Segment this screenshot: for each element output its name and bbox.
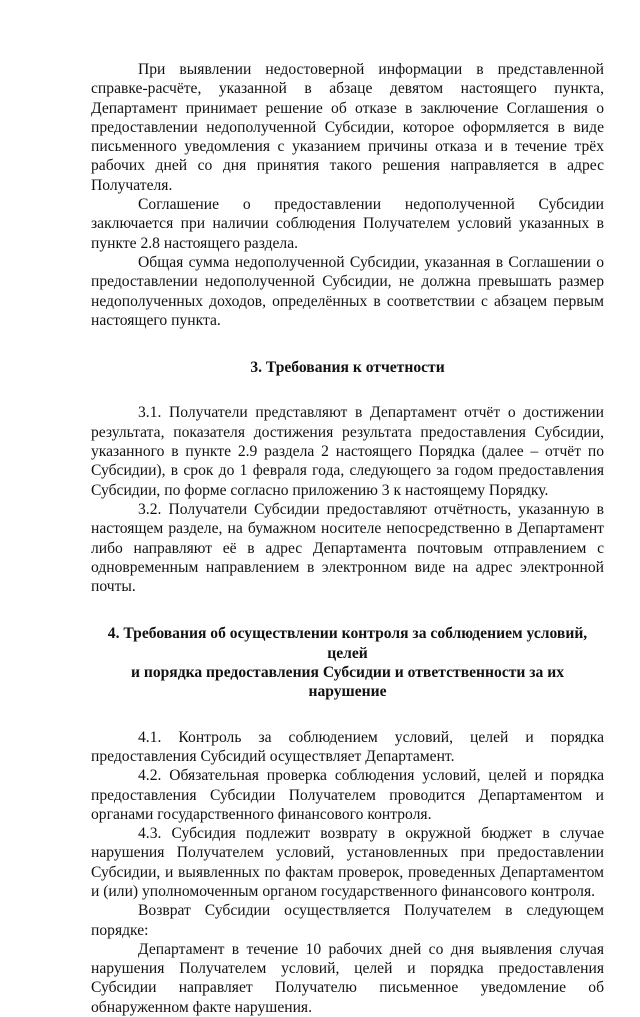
paragraph-return-procedure: Возврат Субсидии осуществляется Получателем в следующем порядке: xyxy=(91,902,604,939)
paragraph-3-1: 3.1. Получатели представляют в Департамент отчёт о достижении результата, показателя достижения результата предоставления Субсидии, указанного в пункте 2.9 раздела 2 настоящего Порядка (далее – отчёт по Субсидии), в срок до 1 февраля года, следующего за годом предоставления Субсидии, по форме согласно приложению 3 к настоящему Порядку. xyxy=(91,404,604,499)
section-4-heading-line-1: 4. Требования об осуществлении контроля за соблюдением условий, целей xyxy=(107,625,588,662)
paragraph-subsidy-limit: Общая сумма недополученной Субсидии, указанная в Соглашении о предоставлении недополученной Субсидии, не должна превышать размер недополученных доходов, определённых в соответствии с абзацем первым настоящего пункта. xyxy=(91,253,604,329)
document-page xyxy=(91,60,604,1017)
section-3-heading: 3. Требования к отчетности xyxy=(250,359,445,377)
paragraph-4-1: 4.1. Контроль за соблюдением условий, целей и порядка предоставления Субсидий осуществляет Департамент. xyxy=(91,728,604,765)
section-4-heading xyxy=(91,624,604,701)
paragraph-4-3: 4.3. Субсидия подлежит возврату в окружной бюджет в случае нарушения Получателем условий, установленных при предоставлении Субсидии, и выявленных по фактам проверок, проведенных Департаментом и (или) уполномоченным органом государственного финансового контроля. xyxy=(91,825,604,900)
paragraph-department-notice: Департамент в течение 10 рабочих дней со дня выявления случая нарушения Получателем условий, целей и порядка предоставления Субсидии направляет Получателю письменное уведомление об обнаруженном факте нарушения. xyxy=(91,940,604,1016)
section-4-heading-line-2: и порядка предоставления Субсидии и ответственности за их нарушение xyxy=(130,664,565,701)
paragraph-3-2: 3.2. Получатели Субсидии предоставляют отчётность, указанную в настоящем разделе, на бумажном носителе непосредственно в Департамент либо направляют её в адрес Департамента почтовым отправлением с одновременным направлением в электронном виде на адрес электронной почты. xyxy=(91,500,604,596)
paragraph-4-2: 4.2. Обязательная проверка соблюдения условий, целей и порядка предоставления Субсидии Получателем проводится Департаментом и органами государственного финансового контроля. xyxy=(91,767,604,823)
paragraph-refusal-notice: При выявлении недостоверной информации в представленной справке-расчёте, указанной в абзаце девятом настоящего пункта, Департамент принимает решение об отказе в заключение Соглашения о предоставлении недополученной Субсидии, которое оформляется в виде письменного уведомления с указанием причины отказа и в течение трёх рабочих дней со дня принятия такого решения направляется в адрес Получателя. xyxy=(91,61,604,194)
paragraph-agreement-conditions: Соглашение о предоставлении недополученной Субсидии заключается при наличии соблюдения Получателем условий указанных в пункте 2.8 настоящего раздела. xyxy=(91,196,604,252)
